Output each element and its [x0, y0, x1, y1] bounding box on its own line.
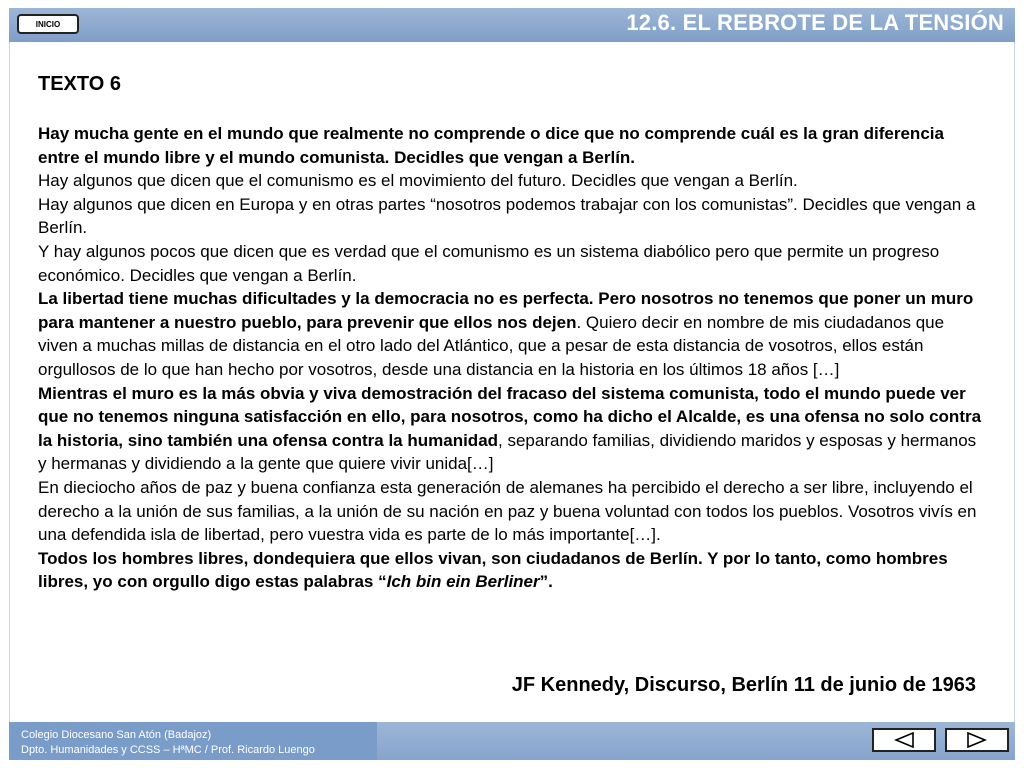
paragraph-4: Y hay algunos pocos que dicen que es verdad que el comunismo es un sistema diabólico pero que permite un progreso económico. Decidles que vengan a Berlín. — [38, 241, 940, 285]
paragraph-6-bold: Mientras el muro es la más obvia y viva demostración del fracaso del sistema comunista, todo el mundo puede ver que no tenemos ninguna satisfacción en ello, para nosotros, como ha dicho el Alcalde, es una ofensa no solo contra la historia, sino también una ofensa contra la humanidad — [38, 383, 982, 450]
paragraph-5 — [38, 287, 988, 381]
triangle-right-icon — [967, 732, 987, 748]
text-heading: TEXTO 6 — [38, 73, 121, 95]
attribution: JF Kennedy, Discurso, Berlín 11 de junio de 1963 — [511, 674, 976, 696]
paragraph-6 — [38, 382, 988, 476]
paragraph-5-rest: . Quiero decir en nombre de mis ciudadanos que viven a muchas millas de distancia en el otro lado del Atlántico, que a pesar de esta distancia de vosotros, ellos están orgullosos de lo que han hecho por vosotros, desde una distancia en la historia en los últimos 18 años […] — [38, 312, 945, 379]
paragraph-7: En dieciocho años de paz y buena confianza esta generación de alemanes ha percibido el derecho a ser libre, incluyendo el derecho a la unión de sus familias, a la unión de su nación en paz y buena voluntad con todos los pueblos. Vosotros vivís en una defendida isla de libertad, pero vuestra vida es parte de lo más importante[…]. — [38, 477, 977, 545]
paragraph-1 — [38, 122, 988, 169]
page-title: 12.6. EL REBROTE DE LA TENSIÓN — [626, 10, 1004, 35]
home-button[interactable]: INICIO — [17, 14, 79, 34]
previous-button[interactable] — [872, 728, 936, 752]
paragraph-8-bold: Todos los hombres libres, dondequiera que ellos vivan, son ciudadanos de Berlín. Y por lo tanto, como hombres libres, yo con orgullo digo estas palabras “ — [38, 548, 948, 592]
paragraph-1-bold: Hay mucha gente en el mundo que realmente no comprende o dice que no comprende cuál es la gran diferencia entre el mundo libre y el mundo comunista. Decidles que vengan a Berlín. — [38, 124, 944, 167]
paragraph-8 — [38, 547, 988, 594]
next-button[interactable] — [945, 728, 1009, 752]
footer-department: Dpto. Humanidades y CCSS – HªMC / Prof. Ricardo Luengo — [21, 744, 315, 756]
triangle-left-icon — [894, 732, 914, 748]
paragraph-2: Hay algunos que dicen que el comunismo es el movimiento del futuro. Decidles que vengan a Berlín. — [38, 171, 798, 191]
footer-credits — [9, 722, 377, 760]
footer-school: Colegio Diocesano San Atón (Badajoz) — [21, 729, 212, 741]
paragraph-5-bold: La libertad tiene muchas dificultades y la democracia no es perfecta. Pero nosotros no tenemos que poner un muro para mantener a nuestro pueblo, para prevenir que ellos nos dejen — [38, 289, 974, 332]
paragraph-6-rest: , separando familias, dividiendo maridos y esposas y hermanos y hermanas y dividiendo a la gente que quiere vivir unida[…] — [38, 430, 977, 474]
speech-text — [38, 122, 988, 594]
paragraph-8-end: ”. — [539, 572, 553, 592]
paragraph-3: Hay algunos que dicen en Europa y en otras partes “nosotros podemos trabajar con los comunistas”. Decidles que vengan a Berlín. — [38, 194, 976, 238]
paragraph-8-quote: Ich bin ein Berliner — [386, 572, 540, 592]
